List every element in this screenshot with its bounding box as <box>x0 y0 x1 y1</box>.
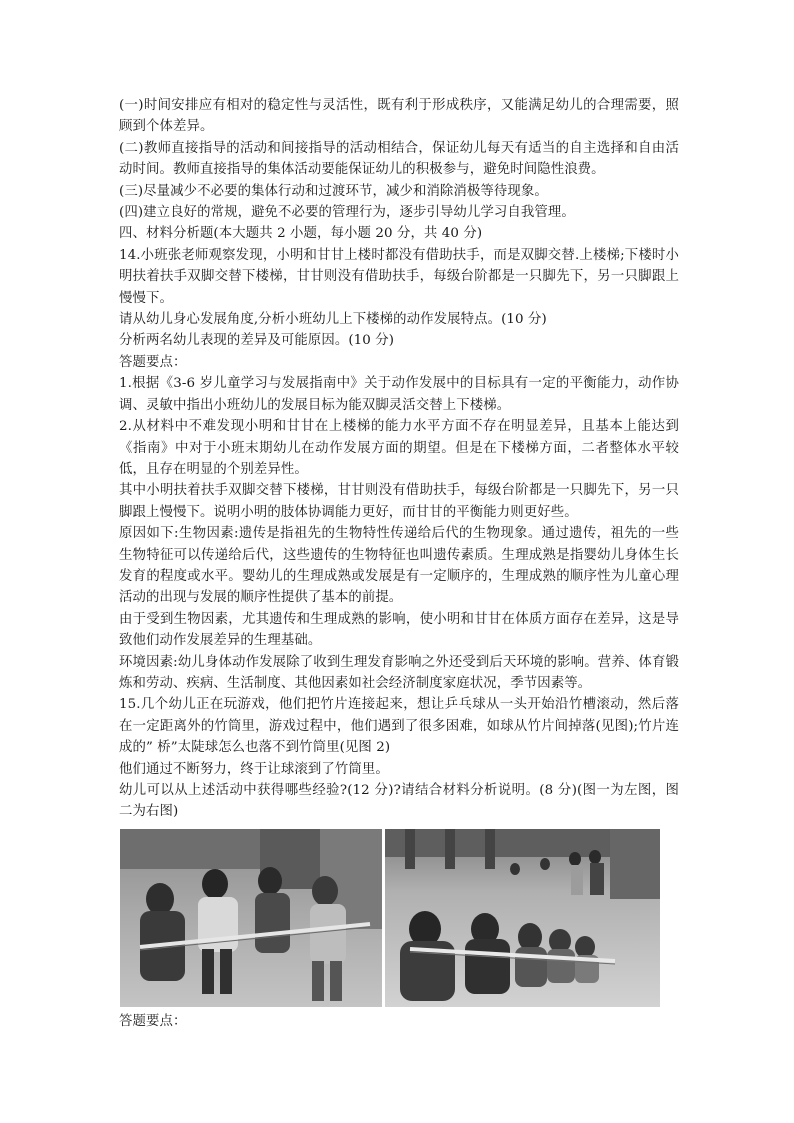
answer-heading: 答题要点： <box>119 354 187 370</box>
paragraph: 由于受到生物因素，尤其遗传和生理成熟的影响，使小明和甘甘在体质方面存在差异，这是导致他们动作发展差异的生理基础。 <box>119 611 679 649</box>
paragraph: 环境因素:幼儿身体动作发展除了收到生理发育影响之外还受到后天环境的影响。营养、体育锻炼和劳动、疾病、生活制度、其他因素如社会经济制度家庭状况，季节因素等。 <box>119 654 679 691</box>
paragraph: 幼儿可以从上述活动中获得哪些经验?(12 分)?请结合材料分析说明。(8 分)(图一为左图，图二为右图) <box>119 783 679 820</box>
paragraph: 原因如下:生物因素:遗传是指祖先的生物特性传递给后代的生物现象。通过遗传，祖先的一些生物特征可以传递给后代，这些遗传的生物特征也叫遗传素质。生理成熟是指婴幼儿身体生长发育的程度或水平。婴幼儿的生理成熟或发展是有一定顺序的，生理成熟的顺序性为儿童心理活动的出现与发展的顺序性提供了基本的前提。 <box>119 526 679 606</box>
paragraph: 请从幼儿身心发展角度,分析小班幼儿上下楼梯的动作发展特点。(10 分) <box>119 312 547 328</box>
paragraph: 分析两名幼儿表现的差异及可能原因。(10 分) <box>119 333 395 349</box>
paragraph: 其中小明扶着扶手双脚交替下楼梯，甘甘则没有借助扶手，每级台阶都是一只脚先下，另一只脚跟上慢慢下。说明小明的肢体协调能力更好，而甘甘的平衡能力则更好些。 <box>119 483 679 520</box>
document-page <box>119 95 679 1032</box>
photo-figure-2-image <box>385 829 660 1007</box>
photo-figure-2 <box>385 829 660 1007</box>
paragraphs-top <box>119 95 679 823</box>
paragraph: 他们通过不断努力，终于让球滚到了竹筒里。 <box>119 761 389 777</box>
paragraph: 1.根据《3-6 岁儿童学习与发展指南中》关于动作发展中的目标具有一定的平衡能力，动作协调、灵敏中指出小班幼儿的发展目标为能双脚灵活交替上下楼梯。 <box>119 376 679 413</box>
paragraph: (一)时间安排应有相对的稳定性与灵活性，既有利于形成秩序，又能满足幼儿的合理需要，照顾到个体差异。 <box>119 98 679 135</box>
section-heading: 四、材料分析题(本大题共 2 小题，每小题 20 分，共 40 分) <box>119 226 483 242</box>
paragraphs-bottom <box>119 1011 679 1032</box>
paragraph: (二)教师直接指导的活动和间接指导的活动相结合，保证幼儿每天有适当的自主选择和自由活动时间。教师直接指导的集体活动要能保证幼儿的积极参与，避免时间隐性浪费。 <box>119 140 679 178</box>
photo-figure-1 <box>120 829 382 1007</box>
paragraph: (三)尽量减少不必要的集体行动和过渡环节，减少和消除消极等待现象。 <box>119 183 548 199</box>
figure-row <box>120 829 660 1007</box>
question-14: 14.小班张老师观察发现，小明和甘甘上楼时都没有借助扶手，而是双脚交替.上楼梯;下楼时小明扶着扶手双脚交替下楼梯，甘甘则没有借助扶手，每级台阶都是一只脚先下，另一只脚跟上慢慢下。 <box>119 247 679 306</box>
answer-heading: 答题要点： <box>119 1013 187 1029</box>
question-15: 15.几个幼儿正在玩游戏，他们把竹片连接起来，想让乒乓球从一头开始沿竹槽滚动，然后落在一定距离外的竹筒里，游戏过程中，他们遇到了很多困难，如球从竹片间掉落(见图);竹片连成的” 桥”太陡球怎么也落不到竹筒里(见图 2) <box>119 697 679 756</box>
photo-figure-1-image <box>120 829 382 1007</box>
paragraph: 2.从材料中不难发现小明和甘甘在上楼梯的能力水平方面不存在明显差异，且基本上能达到《指南》中对于小班末期幼儿在动作发展方面的期望。但是在下楼梯方面，二者整体水平较低，且存在明显的个别差异性。 <box>119 419 679 477</box>
paragraph: (四)建立良好的常规，避免不必要的管理行为，逐步引导幼儿学习自我管理。 <box>119 205 575 221</box>
